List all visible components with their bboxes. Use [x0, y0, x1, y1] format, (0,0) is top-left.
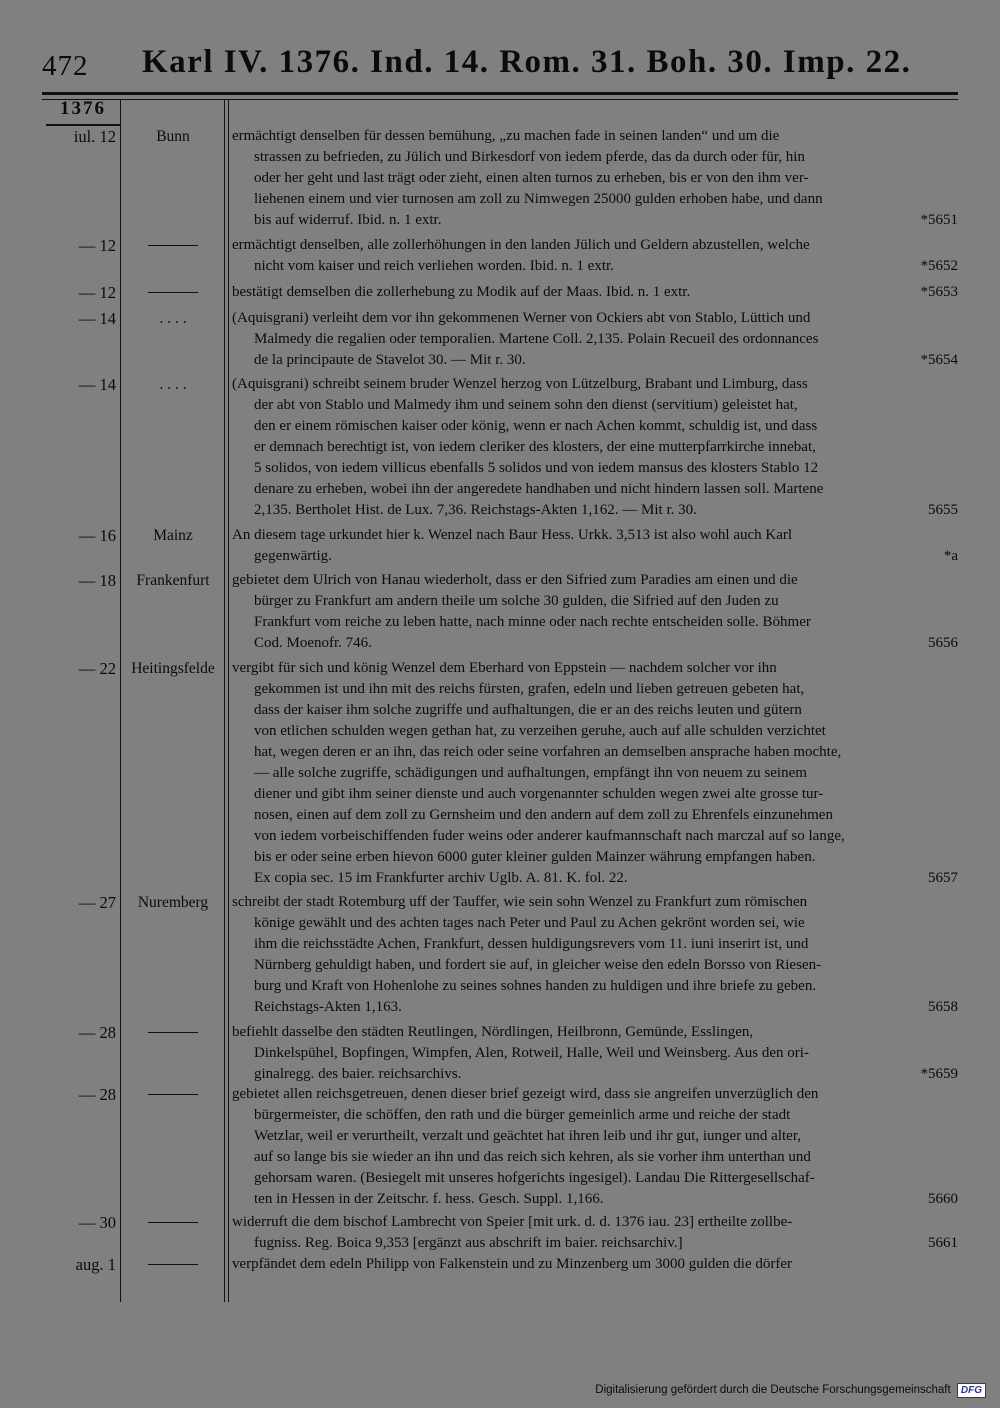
entry-line: bürgermeister, die schöffen, den rath und die bürger gemeinlich arme und reiche der stadt	[254, 1107, 791, 1123]
entry-place	[122, 1022, 224, 1033]
entry-line: bestätigt demselben die zollerhebung zu Modik auf der Maas. Ibid. n. 1 extr. *5653	[232, 282, 958, 303]
entry-line: ermächtigt denselben, alle zollerhöhungen in den landen Jülich und Geldern abzustellen, welche	[232, 237, 810, 253]
entry-text	[232, 570, 958, 654]
entry-line: gebietet allen reichsgetreuen, denen dieser brief gezeigt wird, dass sie angreifen unverzüglich den	[232, 1086, 819, 1102]
same-place-dash	[148, 292, 198, 293]
entry-line: auf so lange bis sie wieder an ihn und das reich sich kehren, als sie vorher ihm unterthan und	[254, 1149, 811, 1165]
entry-line: bürger zu Frankfurt am andern theile um solche 30 gulden, die Sifried auf den Juden zu	[254, 593, 779, 609]
entry-line: nicht vom kaiser und reich verliehen worden. Ibid. n. 1 extr. *5652	[232, 256, 958, 277]
regest-number: *5651	[920, 212, 958, 228]
regest-number: *5654	[920, 352, 958, 368]
year-header: 1376	[46, 98, 120, 126]
entry-date: — 14	[78, 309, 116, 328]
regest-number: *5652	[920, 258, 958, 274]
entry-line: befiehlt dasselbe den städten Reutlingen, Nördlingen, Heilbronn, Gemünde, Esslingen,	[232, 1024, 754, 1040]
entry-line: hat, wegen deren er an ihn, das reich oder seine vorfahren an demselben ansprache haben mochte,	[254, 744, 842, 760]
entry-line: diener und gibt ihm seiner dienste und auch vorgenannter schulden wegen zwei alte grosse tur-	[254, 786, 824, 802]
entry-place: . . . .	[159, 376, 187, 393]
entry-text	[232, 525, 958, 567]
same-place-dash	[148, 1032, 198, 1033]
entry-line: widerruft die dem bischof Lambrecht von Speier [mit urk. d. d. 1376 iau. 23] ertheilte zollbe-	[232, 1214, 793, 1230]
entry-place: Bunn	[156, 128, 190, 145]
entry-line: von iedem vorbeischiffenden fuder weins oder anderer kaufmannschaft nach marczal auf so lange,	[254, 828, 845, 844]
entry-line: ten in Hessen in der Zeitschr. f. hess. Gesch. Suppl. 1,166. 5660	[232, 1189, 958, 1210]
entry-date: — 18	[78, 571, 116, 590]
entry-place: . . . .	[159, 310, 187, 327]
entry-date: — 30	[78, 1213, 116, 1232]
footer-text: Digitalisierung gefördert durch die Deutsche Forschungsgemeinschaft	[595, 1384, 951, 1396]
dfg-logo: DFG	[957, 1383, 986, 1398]
regest-number: *a	[943, 548, 958, 564]
entry-line: ermächtigt denselben für dessen bemühung, „zu machen fade in seinen landen“ und um die	[232, 128, 780, 144]
entry-line: (Aquisgrani) schreibt seinem bruder Wenzel herzog von Lützelburg, Brabant und Limburg, dass	[232, 376, 808, 392]
entry-line: 2,135. Bertholet Hist. de Lux. 7,36. Reichstags-Akten 1,162. — Mit r. 30. 5655	[232, 500, 958, 521]
entry-text	[232, 1022, 958, 1085]
entry-line: er demnach berechtigt ist, von iedem cleriker des klosters, der eine mutterpfarrkirche innebat,	[254, 439, 816, 455]
entry-line: könige gewählt und des achten tages nach Peter und Paul zu Achen gekrönt worden sei, wie	[254, 915, 805, 931]
regest-number: 5658	[928, 999, 958, 1015]
same-place-dash	[148, 1222, 198, 1223]
entry-text	[232, 282, 958, 303]
entry-line: bis er oder seine erben hievon 6000 guter kleiner gulden Mainzer währung empfangen haben.	[254, 849, 816, 865]
entry-place: Mainz	[153, 527, 193, 544]
entry-line: burg und Kraft von Hohenlohe zu seines sohnes handen zu huldigen und ihre briefe zu geben.	[254, 978, 817, 994]
entry-place: Frankenfurt	[136, 572, 210, 589]
entry-place	[122, 282, 224, 293]
entry-text	[232, 235, 958, 277]
footer	[595, 1383, 986, 1398]
entry-line: gehorsam waren. (Besiegelt mit unseres hofgerichts ingesigel). Landau Die Rittergesellschaf-	[254, 1170, 815, 1186]
header-rule-thin	[42, 99, 958, 100]
entry-place	[122, 1212, 224, 1223]
entry-line: liehenen einem und vier turnosen am zoll zu Nimwegen 25000 gulden erhoben habe, und dann	[254, 191, 823, 207]
regest-number: *5659	[920, 1066, 958, 1082]
entry-line: gebietet dem Ulrich von Hanau wiederholt, dass er den Sifried zum Paradies am einen und die	[232, 572, 798, 588]
entry-line: An diesem tage urkundet hier k. Wenzel nach Baur Hess. Urkk. 3,513 ist also wohl auch Karl	[232, 527, 793, 543]
column-divider-place	[224, 100, 225, 1302]
entry-date: — 28	[78, 1085, 116, 1104]
entry-text	[232, 308, 958, 371]
entry-place	[122, 235, 224, 246]
entry-line: vergibt für sich und könig Wenzel dem Eberhard von Eppstein — nachdem solcher vor ihn	[232, 660, 777, 676]
entry-date: aug. 1	[75, 1255, 116, 1274]
entry-line: strassen zu befrieden, zu Jülich und Birkesdorf von iedem pferde, das da durch oder für, hin	[254, 149, 805, 165]
regest-number: 5661	[928, 1235, 958, 1251]
entry-line: verpfändet dem edeln Philipp von Falkenstein und zu Minzenberg um 3000 gulden die dörfer	[232, 1256, 793, 1272]
entry-date: — 16	[78, 526, 116, 545]
entry-line: Wetzlar, weil er verurtheilt, verzalt und geächtet hat ihren leib und ihr gut, iunger und alter,	[254, 1128, 801, 1144]
entry-date: — 14	[78, 375, 116, 394]
entry-line: den er einem römischen kaiser oder könig, wenn er nach Achen kommt, schuldig ist, und dass	[254, 418, 818, 434]
entry-place: Heitingsfelde	[131, 660, 215, 677]
entry-line: Nürnberg gehuldigt haben, und fordert sie auf, in gleicher weise den edeln Borsso von Riesen-	[254, 957, 822, 973]
entry-line: nosen, einen auf dem zoll zu Gernsheim und den andern auf dem zoll zu Ehrenfels einzunehmen	[254, 807, 833, 823]
entry-line: Cod. Moenofr. 746. 5656	[232, 633, 958, 654]
entry-place: Nuremberg	[137, 894, 209, 911]
entry-text	[232, 1084, 958, 1210]
same-place-dash	[148, 245, 198, 246]
regest-number: 5655	[928, 502, 958, 518]
entry-line: Malmedy die regalien oder temporalien. Martene Coll. 2,135. Polain Recueil des ordonnances	[254, 331, 819, 347]
same-place-dash	[148, 1094, 198, 1095]
same-place-dash	[148, 1264, 198, 1265]
entry-line: Frankfurt vom reiche zu leben hatte, nach minne oder nach rechte entscheiden solle. Böhmer	[254, 614, 811, 630]
entry-text	[232, 1254, 958, 1275]
entry-date: — 12	[78, 236, 116, 255]
entry-line: von etlichen schulden wegen gethan hat, zu verzeihen geruhe, auch auf alle schulden verzichtet	[254, 723, 826, 739]
column-divider-date	[120, 100, 121, 1302]
entry-line: Dinkelspühel, Bopfingen, Wimpfen, Alen, Rotweil, Halle, Weil und Weinsberg. Aus den ori-	[254, 1045, 809, 1061]
regest-number: 5660	[928, 1191, 958, 1207]
page-header	[42, 44, 962, 84]
entry-line: (Aquisgrani) verleiht dem vor ihn gekommenen Werner von Ockiers abt von Stablo, Lüttich und	[232, 310, 811, 326]
page-number: 472	[42, 50, 89, 82]
regest-number: 5656	[928, 635, 958, 651]
entry-line: gegenwärtig. *a	[232, 546, 958, 567]
entry-line: schreibt der stadt Rotemburg uff der Tauffer, wie sein sohn Wenzel zu Frankfurt zum römischen	[232, 894, 808, 910]
header-rule	[42, 92, 958, 95]
entry-text	[232, 126, 958, 231]
entry-line: fugniss. Reg. Boica 9,353 [ergänzt aus abschrift im baier. reichsarchiv.] 5661	[232, 1233, 958, 1254]
entry-text	[232, 658, 958, 889]
entry-date: — 28	[78, 1023, 116, 1042]
regest-number: *5653	[920, 284, 958, 300]
entry-line: 5 solidos, von iedem villicus ebenfalls 5 solidos und von iedem mansus des klosters Stablo 12	[254, 460, 819, 476]
entry-line: de la principaute de Stavelot 30. — Mit r. 30. *5654	[232, 350, 958, 371]
entry-line: ginalregg. des baier. reichsarchivs. *5659	[232, 1064, 958, 1085]
entry-line: gekommen ist und ihn mit des reichs fürsten, grafen, edeln und lieben getreuen gebeten hat,	[254, 681, 805, 697]
entry-line: — alle solche zugriffe, schädigungen und aufhaltungen, empfängt ihn von neuem zu seinem	[254, 765, 807, 781]
entry-line: der abt von Stablo und Malmedy ihm und seinem sohn den dienst (servitium) geleistet hat,	[254, 397, 798, 413]
entry-place	[122, 1084, 224, 1095]
entry-line: dass der kaiser ihm solche zugriffe und aufhaltungen, die er an des reichs leuten und gütern	[254, 702, 802, 718]
entry-line: oder her geht und last trägt oder zieht, einen alten turnos zu erheben, bis er von den ihm ver-	[254, 170, 809, 186]
running-title: Karl IV. 1376. Ind. 14. Rom. 31. Boh. 30. Imp. 22.	[142, 44, 912, 80]
entry-line: bis auf widerruf. Ibid. n. 1 extr. *5651	[232, 210, 958, 231]
entry-line: denare zu erheben, wobei ihn der angeredete handhaben und nicht hindern lassen soll. Martene	[254, 481, 824, 497]
entry-text	[232, 374, 958, 521]
entry-text	[232, 892, 958, 1018]
entry-line: Ex copia sec. 15 im Frankfurter archiv Uglb. A. 81. K. fol. 22. 5657	[232, 868, 958, 889]
entry-date: — 22	[78, 659, 116, 678]
entry-line: ihm die reichsstädte Achen, Frankfurt, dessen huldigungsrevers vom 11. iuni inserirt ist, und	[254, 936, 809, 952]
entry-date: — 12	[78, 283, 116, 302]
entry-line: Reichstags-Akten 1,163. 5658	[232, 997, 958, 1018]
regest-number: 5657	[928, 870, 958, 886]
column-divider-place-double	[228, 100, 229, 1302]
entry-date: — 27	[78, 893, 116, 912]
entry-text	[232, 1212, 958, 1254]
entry-date: iul. 12	[73, 127, 116, 146]
entry-place	[122, 1254, 224, 1265]
